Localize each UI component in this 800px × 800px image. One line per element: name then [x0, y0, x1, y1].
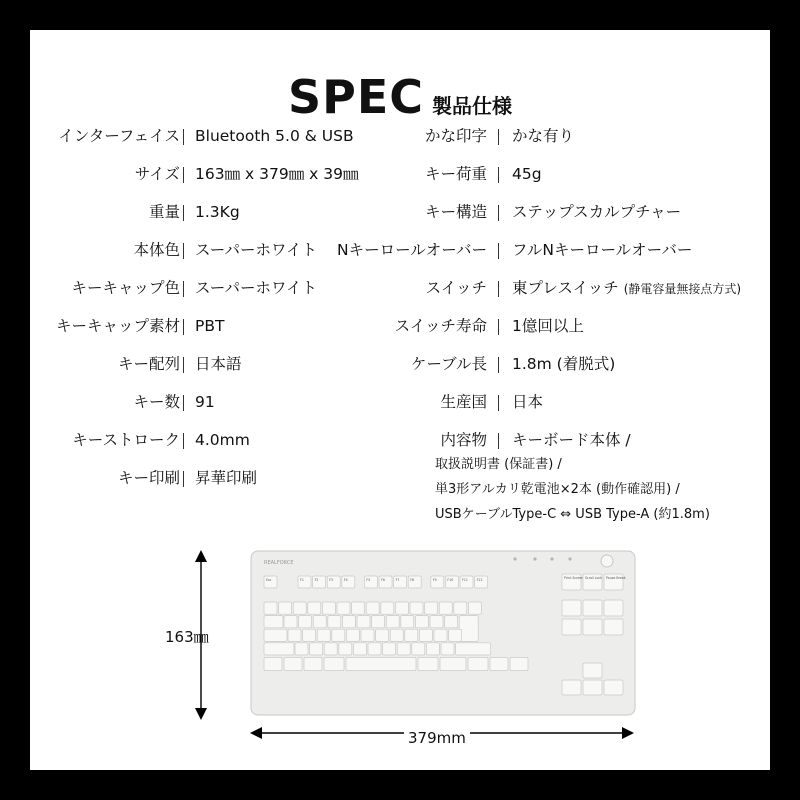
spec-label: ケーブル長	[410, 355, 487, 373]
keycap	[304, 657, 322, 670]
keycap	[357, 616, 370, 628]
keycap	[468, 657, 488, 670]
keycap	[366, 602, 379, 614]
spec-value: PBT	[195, 317, 225, 335]
spec-row	[30, 391, 770, 413]
spec-value: ステップスカルプチャー	[512, 203, 682, 221]
keycap	[583, 619, 602, 635]
keycap-legend: F1	[300, 578, 304, 582]
keycap	[583, 600, 602, 616]
spec-label: キー構造	[424, 203, 487, 221]
keycap	[317, 629, 330, 641]
keycap	[376, 629, 389, 641]
keycap	[288, 629, 301, 641]
spec-separator	[183, 467, 184, 489]
keycap-legend: F12	[476, 578, 483, 582]
keycap	[415, 616, 428, 628]
contents-line: USBケーブルType-C ⇔ USB Type-A (約1.8m)	[435, 507, 710, 522]
keycap	[303, 629, 316, 641]
page-title	[30, 70, 770, 124]
spec-label: 重量	[148, 203, 180, 221]
keycap-legend: Pause Break	[606, 576, 626, 580]
keycap	[440, 657, 466, 670]
keycap	[383, 643, 396, 655]
led-icon	[550, 557, 553, 560]
spec-label: キーストローク	[72, 431, 180, 449]
keycap	[264, 602, 277, 614]
keycap	[324, 657, 344, 670]
spec-value: 東プレスイッチ (静電容量無接点方式)	[512, 279, 742, 297]
keycap	[459, 616, 478, 642]
keycap	[337, 602, 350, 614]
spec-value: 日本	[512, 393, 544, 411]
keycap	[353, 643, 366, 655]
spec-label: キー印刷	[117, 469, 180, 487]
spec-value: 1.3Kg	[195, 203, 240, 221]
keycap	[397, 643, 410, 655]
spec-separator	[498, 277, 499, 299]
spec-value: Bluetooth 5.0 & USB	[195, 127, 354, 145]
keycap-legend: Scroll Lock	[585, 576, 603, 580]
spec-value: 45g	[512, 165, 542, 183]
spec-value: フルNキーロールオーバー	[512, 241, 693, 259]
spec-row	[30, 315, 770, 337]
title-sub: 製品仕様	[432, 94, 513, 118]
spec-value: 日本語	[195, 355, 242, 373]
spec-label: キー数	[133, 393, 180, 411]
keycap	[284, 616, 297, 628]
keycap	[342, 616, 355, 628]
keycap	[346, 629, 359, 641]
spec-label: インターフェイス	[58, 127, 180, 145]
keycap	[381, 602, 394, 614]
spec-row	[30, 163, 770, 185]
keycap	[426, 643, 439, 655]
keycap	[284, 657, 302, 670]
keycap	[264, 657, 282, 670]
keycap	[395, 602, 408, 614]
spec-note: (静電容量無接点方式)	[623, 282, 742, 296]
spec-value: 91	[195, 393, 215, 411]
keycap	[328, 616, 341, 628]
keycap-legend: F10	[447, 578, 454, 582]
keycap	[456, 643, 491, 655]
keycap	[441, 643, 454, 655]
keycap-legend: F7	[395, 578, 400, 582]
keycap	[390, 629, 403, 641]
keycap	[332, 629, 345, 641]
keycap-legend: Esc	[266, 578, 272, 582]
keycap	[264, 629, 287, 641]
keycap-legend: F3	[329, 578, 334, 582]
keycap	[604, 619, 623, 635]
spec-label: 生産国	[440, 393, 487, 411]
keycap	[490, 657, 508, 670]
spec-separator	[498, 163, 499, 185]
keycap	[604, 600, 623, 616]
spec-separator	[498, 239, 499, 261]
spec-value: 163㎜ x 379㎜ x 39㎜	[195, 165, 359, 183]
spec-label: キー荷重	[424, 165, 487, 183]
keycap	[562, 680, 581, 695]
keycap	[562, 600, 581, 616]
spec-sheet	[30, 30, 770, 770]
led-icon	[513, 557, 516, 560]
keycap	[322, 602, 335, 614]
keycap	[324, 643, 337, 655]
keycap	[361, 629, 374, 641]
keycap	[310, 643, 323, 655]
spec-separator	[498, 315, 499, 337]
spec-separator	[498, 391, 499, 413]
keycap	[562, 619, 581, 635]
spec-label: サイズ	[134, 165, 180, 183]
height-label: 163㎜	[165, 628, 209, 646]
spec-row	[30, 201, 770, 223]
keycap	[308, 602, 321, 614]
keycap	[313, 616, 326, 628]
keycap	[386, 616, 399, 628]
spec-value: 1億回以上	[512, 317, 584, 335]
keycap	[293, 602, 306, 614]
led-icon	[533, 557, 536, 560]
keycap	[264, 616, 283, 628]
keycap	[279, 602, 292, 614]
spec-row	[30, 239, 770, 261]
contents-line: 単3形アルカリ乾電池×2本 (動作確認用) /	[435, 482, 680, 497]
keycap-legend: Print Screen	[564, 576, 584, 580]
keycap	[418, 657, 438, 670]
spec-row	[30, 125, 770, 147]
spec-label: キーキャップ素材	[55, 317, 180, 335]
keycap-legend: F6	[381, 578, 385, 582]
keycap	[401, 616, 414, 628]
keycap	[405, 629, 418, 641]
spec-label: スイッチ	[425, 279, 487, 297]
keycap-legend: F11	[462, 578, 468, 582]
spec-row	[30, 429, 770, 451]
keycap	[419, 629, 432, 641]
keycap	[346, 657, 416, 670]
spec-separator	[498, 429, 499, 451]
spec-label: 内容物	[440, 431, 487, 449]
keyboard-image	[250, 550, 636, 716]
spec-value: 1.8m (着脱式)	[512, 355, 616, 373]
keycap	[339, 643, 352, 655]
keycap-legend: F2	[314, 578, 319, 582]
spec-row	[30, 277, 770, 299]
width-label: 379mm	[404, 729, 470, 747]
led-icon	[568, 557, 571, 560]
keycap	[468, 602, 481, 614]
power-button-icon	[601, 555, 613, 567]
keycap-legend: F5	[366, 578, 371, 582]
keycap	[425, 602, 438, 614]
brand-logo: REALFORCE	[264, 560, 294, 566]
title-main: SPEC	[287, 70, 425, 124]
keycap	[583, 680, 602, 695]
spec-label: Nキーロールオーバー	[336, 241, 487, 259]
spec-value: かな有り	[512, 127, 575, 145]
keycap	[352, 602, 365, 614]
spec-value: 4.0mm	[195, 431, 250, 449]
keycap	[449, 629, 462, 641]
keycap	[439, 602, 452, 614]
keycap	[299, 616, 312, 628]
keycap	[445, 616, 458, 628]
keycap	[434, 629, 447, 641]
keycap	[264, 643, 294, 655]
keycap-legend: F4	[343, 578, 348, 582]
keycap	[295, 643, 308, 655]
spec-separator	[498, 201, 499, 223]
contents-line: 取扱説明書 (保証書) /	[435, 457, 562, 472]
keycap-legend: F8	[410, 578, 415, 582]
spec-row	[30, 353, 770, 375]
spec-separator	[498, 353, 499, 375]
keycap	[583, 663, 602, 678]
keycap	[410, 602, 423, 614]
spec-label: スイッチ寿命	[394, 317, 487, 335]
keycap-legend: F9	[432, 578, 437, 582]
keycap	[372, 616, 385, 628]
keycap	[510, 657, 528, 670]
keycap	[430, 616, 443, 628]
keycap	[368, 643, 381, 655]
spec-label: 本体色	[133, 241, 180, 259]
spec-value: 昇華印刷	[195, 469, 258, 487]
keycap	[454, 602, 467, 614]
spec-value: キーボード本体 /	[512, 431, 631, 449]
spec-label: かな印字	[424, 127, 487, 145]
spec-label: キーキャップ色	[71, 279, 180, 297]
spec-label: キー配列	[117, 355, 180, 373]
keycap	[412, 643, 425, 655]
keycap	[604, 680, 623, 695]
spec-value: スーパーホワイト	[195, 241, 317, 259]
spec-value: スーパーホワイト	[195, 279, 317, 297]
spec-separator	[498, 125, 499, 147]
